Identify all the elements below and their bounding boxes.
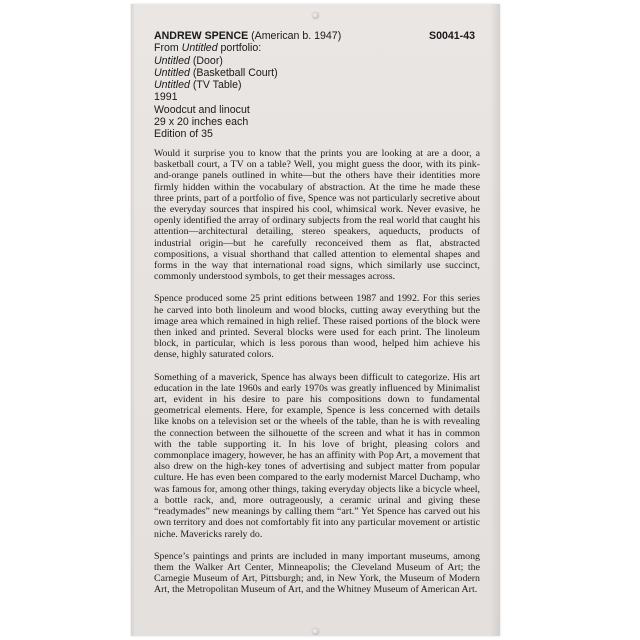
portfolio-prefix: From — [154, 42, 182, 55]
catalog-number: S0041-43 — [429, 30, 475, 42]
work-title: Untitled — [154, 54, 190, 67]
portfolio-title: Untitled — [181, 42, 218, 55]
work-title-line — [154, 67, 484, 79]
body-paragraph: Something of a maverick, Spence has always been difficult to categorize. His art education in the late 1960s and early 1970s was greatly influenced by Minimalist art, evident in his desire to pare his compositions down to fundamental geometrical elements. Here, for example, Spence is less concerned with details like knobs on a television set or the wheels of the table, than he is with revealing the connection between the silhouette of the screen and what it has in common with the table supporting it. In his love of bright, pleasing colors and commonplace imagery, however, he has an affinity with Pop Art, a movement that also drew on the high-key tones of advertising and subject matter from popular culture. He has even been compared to the early modernist Marcel Duchamp, who was famous for, among other things, taking everyday objects like a bicycle wheel, a bottle rack, and, more outrageously, a ceramic urinal and giving these “readymades” new meanings by calling them “art.” Yet Spence has carved out his own territory and does not comfortably fit into any particular movement or artistic niche. Mavericks rarely do. — [154, 371, 480, 540]
mounting-screw-top — [312, 12, 319, 19]
panel-left-edge — [131, 4, 135, 636]
label-header — [154, 30, 484, 141]
work-dimensions: 29 x 20 inches each — [154, 116, 249, 129]
body-paragraph: Spence produced some 25 print editions between 1987 and 1992. For this series he carved into both linoleum and wood blocks, cutting away everything but the image area which remained in high relief. These raised portions of the block were then inked and printed. Several blocks were used for each print. The linoleum block, in particular, which is less porous than wood, helped him achieve his dense, highly saturated colors. — [154, 293, 480, 361]
body-paragraph: Spence’s paintings and prints are included in many important museums, among them the Walker Art Center, Minneapolis; the Cleveland Museum of Art; the Carnegie Museum of Art, Pittsburgh; and, in New York, the Museum of Modern Art, the Metropolitan Museum of Art, and the Whitney Museum of American Art. — [154, 550, 480, 596]
label-body — [154, 148, 480, 607]
work-year: 1991 — [154, 91, 178, 104]
artist-name: ANDREW SPENCE — [154, 30, 249, 42]
work-medium: Woodcut and linocut — [154, 103, 250, 116]
work-title-line — [154, 79, 484, 91]
work-title: Untitled — [154, 79, 190, 92]
museum-label-panel — [131, 4, 500, 636]
panel-right-edge — [490, 4, 500, 636]
mounting-screw-bottom — [312, 628, 319, 635]
work-title-line — [154, 55, 484, 67]
body-paragraph: Would it surprise you to know that the prints you are looking at are a door, a basketball court, a TV on a table? Well, you might guess the door, with its pink-and-orange panels outlined in white—but the others have their identities more firmly hidden within the vocabulary of abstraction. At the time he made these three prints, part of a portfolio of five, Spence was not particularly secretive about the everyday sources that inspired his cool, whimsical work. Never evasive, he openly identified the array of ordinary subjects from the real world that caught his attention—architectural detailing, stereo speakers, aqueducts, products of industrial origin—but he carefully reconceived them as flat, abstracted compositions, a visual shorthand that called attention to elemental shapes and forms in the way that international road signs, which similarly use succinct, commonly understood symbols, to get their messages across. — [154, 148, 480, 283]
work-note: (TV Table) — [189, 79, 242, 92]
work-note: (Basketball Court) — [189, 66, 278, 79]
portfolio-suffix: portfolio: — [217, 42, 262, 55]
artist-note: (American b. 1947) — [248, 30, 342, 42]
work-note: (Door) — [189, 54, 223, 67]
portfolio-line — [154, 42, 484, 54]
work-title: Untitled — [154, 66, 190, 79]
work-edition: Edition of 35 — [154, 128, 213, 141]
